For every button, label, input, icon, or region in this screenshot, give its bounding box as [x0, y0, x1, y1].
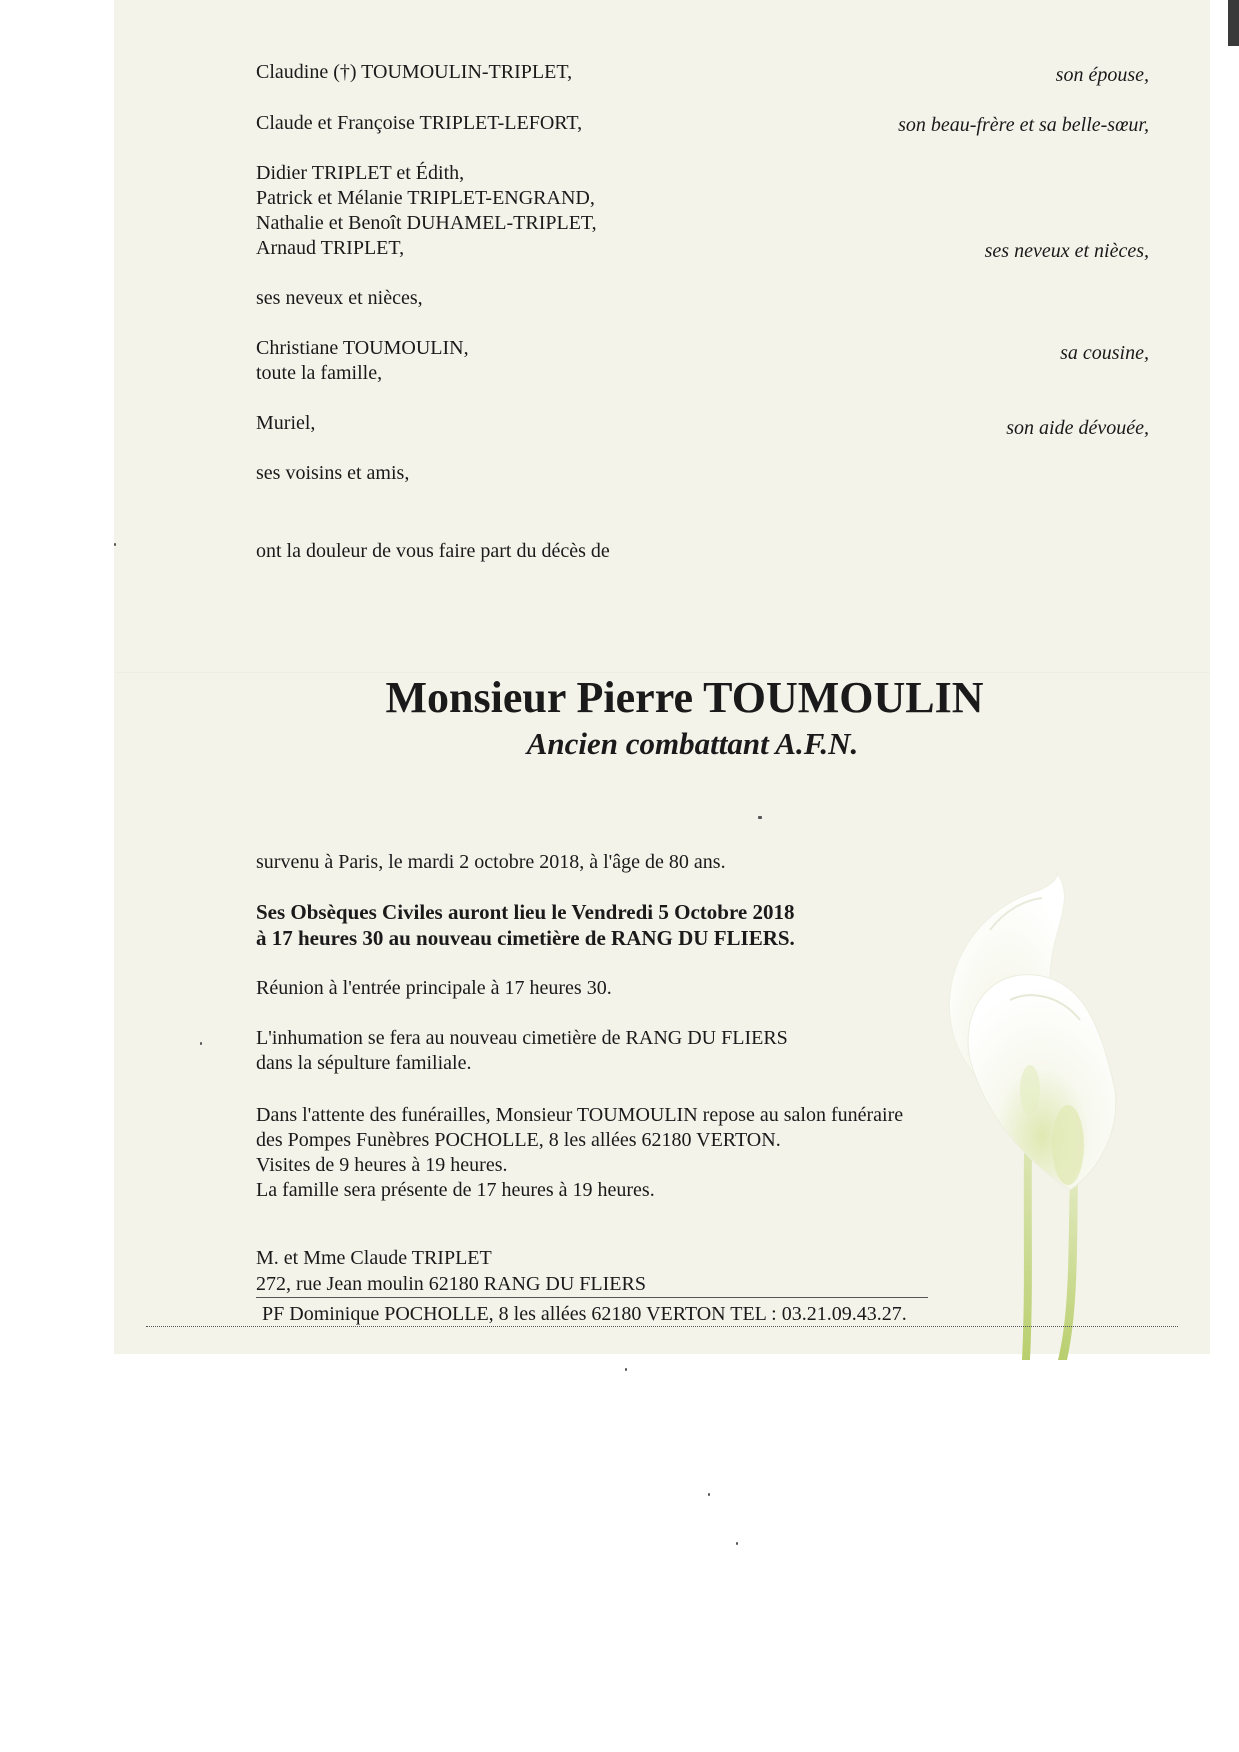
family-line: toute la famille,: [256, 362, 383, 384]
funeral-info-line: à 17 heures 30 au nouveau cimetière de RANG DU FLIERS.: [256, 926, 795, 950]
scan-speck: [758, 816, 762, 819]
family-line: Christiane TOUMOULIN,: [256, 337, 469, 359]
burial-info-line: dans la sépulture familiale.: [256, 1052, 472, 1074]
burial-info-line: L'inhumation se fera au nouveau cimetière de RANG DU FLIERS: [256, 1027, 788, 1049]
family-line: ses voisins et amis,: [256, 462, 410, 484]
family-role: son beau-frère et sa belle-sœur,: [898, 114, 1149, 136]
family-role: son aide dévouée,: [1006, 417, 1149, 439]
funeral-home-contact: PF Dominique POCHOLLE, 8 les allées 62180 VERTON TEL : 03.21.09.43.27.: [262, 1303, 907, 1325]
family-role: son épouse,: [1055, 64, 1149, 86]
family-line: Arnaud TRIPLET,: [256, 237, 405, 259]
scan-edge-shadow: [1228, 0, 1239, 46]
rest-info-line: Dans l'attente des funérailles, Monsieur TOUMOULIN repose au salon funéraire: [256, 1104, 904, 1126]
divider-line: [256, 1297, 928, 1298]
deceased-name: Monsieur Pierre TOUMOULIN: [385, 673, 984, 722]
contact-name: M. et Mme Claude TRIPLET: [256, 1247, 492, 1269]
funeral-info-line: Ses Obsèques Civiles auront lieu le Vendredi 5 Octobre 2018: [256, 900, 795, 924]
divider-line: [146, 1326, 1178, 1327]
deceased-title: Ancien combattant A.F.N.: [526, 726, 859, 761]
family-line: Claudine (†) TOUMOULIN-TRIPLET,: [256, 61, 573, 83]
family-role: ses neveux et nièces,: [984, 240, 1149, 262]
calla-lily-illustration: [930, 870, 1160, 1360]
scan-speck: [708, 1493, 710, 1496]
rest-info-line: des Pompes Funèbres POCHOLLE, 8 les allées 62180 VERTON.: [256, 1129, 781, 1151]
meeting-info: Réunion à l'entrée principale à 17 heures 30.: [256, 977, 612, 999]
family-line: Nathalie et Benoît DUHAMEL-TRIPLET,: [256, 212, 597, 234]
scan-speck: [114, 543, 116, 546]
scan-speck: [625, 1368, 627, 1371]
announcement-text: ont la douleur de vous faire part du décès de: [256, 540, 610, 562]
family-role: sa cousine,: [1060, 342, 1149, 364]
death-details: survenu à Paris, le mardi 2 octobre 2018, à l'âge de 80 ans.: [256, 851, 726, 873]
family-line: Muriel,: [256, 412, 316, 434]
contact-address: 272, rue Jean moulin 62180 RANG DU FLIERS: [256, 1273, 646, 1295]
family-line: Didier TRIPLET et Édith,: [256, 162, 465, 184]
rest-info-line: La famille sera présente de 17 heures à 19 heures.: [256, 1179, 655, 1201]
family-line: Patrick et Mélanie TRIPLET-ENGRAND,: [256, 187, 595, 209]
family-line: Claude et Françoise TRIPLET-LEFORT,: [256, 112, 583, 134]
rest-info-line: Visites de 9 heures à 19 heures.: [256, 1154, 508, 1176]
scan-speck: [200, 1042, 202, 1045]
family-line: ses neveux et nièces,: [256, 287, 423, 309]
scan-speck: [736, 1542, 738, 1545]
